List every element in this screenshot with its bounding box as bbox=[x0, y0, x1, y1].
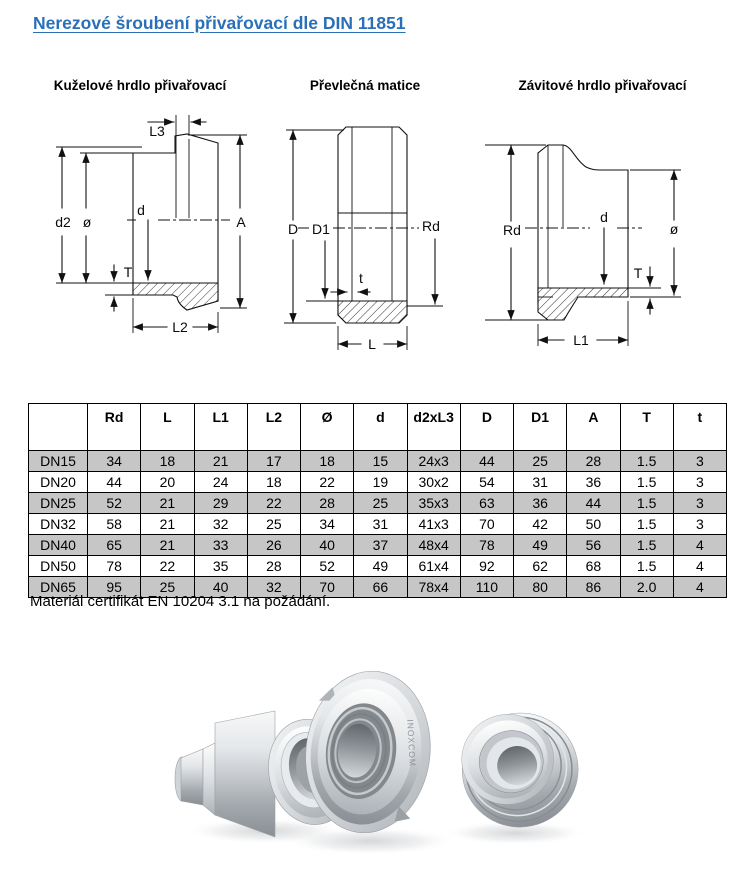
table-cell: 63 bbox=[460, 493, 513, 514]
dim-t bbox=[628, 265, 661, 314]
collar-edges bbox=[548, 145, 563, 301]
table-cell: 1.5 bbox=[620, 535, 673, 556]
table-cell: 21 bbox=[141, 535, 194, 556]
table-cell: 3 bbox=[673, 514, 726, 535]
table-cell: 3 bbox=[673, 493, 726, 514]
column-header: A bbox=[567, 404, 620, 451]
table-row-label: DN40 bbox=[29, 535, 88, 556]
column-header: L2 bbox=[247, 404, 300, 451]
table-row bbox=[29, 451, 727, 472]
table-row bbox=[29, 493, 727, 514]
table-cell: 42 bbox=[514, 514, 567, 535]
dim-t bbox=[114, 264, 133, 311]
table-cell: 15 bbox=[354, 451, 407, 472]
table-cell: 25 bbox=[247, 514, 300, 535]
column-header: D1 bbox=[514, 404, 567, 451]
table-cell: 58 bbox=[88, 514, 141, 535]
column-header: T bbox=[620, 404, 673, 451]
table-cell: 28 bbox=[247, 556, 300, 577]
table-cell: 110 bbox=[460, 577, 513, 598]
table-cell: 61x4 bbox=[407, 556, 460, 577]
column-header: Ø bbox=[301, 404, 354, 451]
dim-label-diameter: ø bbox=[669, 221, 679, 237]
table-cell: 35x3 bbox=[407, 493, 460, 514]
table-row-label: DN25 bbox=[29, 493, 88, 514]
table-cell: 31 bbox=[514, 472, 567, 493]
column-header: t bbox=[673, 404, 726, 451]
table-cell: 65 bbox=[88, 535, 141, 556]
dim-label-d: d bbox=[600, 209, 608, 225]
table-row bbox=[29, 472, 727, 493]
table-cell: 34 bbox=[301, 514, 354, 535]
table-cell: 32 bbox=[247, 577, 300, 598]
table-cell: 4 bbox=[673, 556, 726, 577]
table-cell: 68 bbox=[567, 556, 620, 577]
photo-threaded-liner bbox=[451, 701, 588, 838]
table-cell: 49 bbox=[354, 556, 407, 577]
page-title[interactable]: Nerezové šroubení přivařovací dle DIN 11851 bbox=[33, 13, 406, 33]
dim-label-t-small: t bbox=[359, 270, 363, 286]
dim-d bbox=[137, 202, 148, 280]
dim-rd bbox=[407, 218, 443, 306]
table-cell: 25 bbox=[514, 451, 567, 472]
table-cell: 25 bbox=[141, 577, 194, 598]
table-cell: 1.5 bbox=[620, 451, 673, 472]
table-cell: 41x3 bbox=[407, 514, 460, 535]
table-cell: 48x4 bbox=[407, 535, 460, 556]
table-cell: 35 bbox=[194, 556, 247, 577]
table-cell: 21 bbox=[141, 514, 194, 535]
table-cell: 4 bbox=[673, 577, 726, 598]
table-cell: 28 bbox=[301, 493, 354, 514]
dim-label-rd: Rd bbox=[503, 222, 521, 238]
dim-t-small bbox=[331, 270, 370, 292]
product-photo bbox=[135, 645, 625, 880]
table-cell: 18 bbox=[301, 451, 354, 472]
table-cell: 95 bbox=[88, 577, 141, 598]
table-cell: 1.5 bbox=[620, 514, 673, 535]
table-cell: 56 bbox=[567, 535, 620, 556]
table-body bbox=[29, 451, 727, 598]
table-cell: 4 bbox=[673, 535, 726, 556]
dim-label-diameter: ø bbox=[82, 214, 92, 230]
table-cell: 50 bbox=[567, 514, 620, 535]
dim-label-d: d bbox=[137, 202, 145, 218]
table-cell: 22 bbox=[141, 556, 194, 577]
drawing-threaded-liner bbox=[485, 145, 681, 348]
table-cell: 19 bbox=[354, 472, 407, 493]
drawing-conical-liner bbox=[55, 115, 247, 335]
table-cell: 3 bbox=[673, 472, 726, 493]
table-cell: 17 bbox=[247, 451, 300, 472]
dim-l bbox=[338, 326, 407, 352]
table-cell: 29 bbox=[194, 493, 247, 514]
dim-diameter bbox=[83, 153, 92, 283]
table-cell: 70 bbox=[301, 577, 354, 598]
outline bbox=[338, 127, 407, 323]
table-cell: 62 bbox=[514, 556, 567, 577]
dim-label-d1: D1 bbox=[312, 221, 330, 237]
table-cell: 26 bbox=[247, 535, 300, 556]
technical-drawings bbox=[30, 105, 730, 375]
table-cell: 86 bbox=[567, 577, 620, 598]
dim-label-t: T bbox=[633, 265, 643, 281]
column-header: D bbox=[460, 404, 513, 451]
table-cell: 80 bbox=[514, 577, 567, 598]
dim-label-t: T bbox=[123, 264, 133, 280]
table-cell: 32 bbox=[194, 514, 247, 535]
column-header: L bbox=[141, 404, 194, 451]
table-cell: 37 bbox=[354, 535, 407, 556]
table-cell: 52 bbox=[88, 493, 141, 514]
hatch-section bbox=[338, 301, 407, 323]
table-cell: 18 bbox=[141, 451, 194, 472]
table-cell: 36 bbox=[514, 493, 567, 514]
table-cell: 78 bbox=[460, 535, 513, 556]
cone-edges bbox=[176, 115, 189, 218]
dim-label-l: L bbox=[368, 336, 376, 352]
table-cell: 3 bbox=[673, 451, 726, 472]
table-cell: 1.5 bbox=[620, 556, 673, 577]
column-header: d2xL3 bbox=[407, 404, 460, 451]
table-cell: 52 bbox=[301, 556, 354, 577]
table-cell: 2.0 bbox=[620, 577, 673, 598]
table-cell: 33 bbox=[194, 535, 247, 556]
hatch-section bbox=[133, 283, 218, 310]
hatch-section bbox=[538, 288, 628, 320]
table-cell: 78 bbox=[88, 556, 141, 577]
table-cell: 44 bbox=[460, 451, 513, 472]
dim-label-l1: L1 bbox=[573, 332, 589, 348]
table-cell: 20 bbox=[141, 472, 194, 493]
table-row-label: DN15 bbox=[29, 451, 88, 472]
table-cell: 24 bbox=[194, 472, 247, 493]
table-cell: 1.5 bbox=[620, 493, 673, 514]
table-cell: 40 bbox=[301, 535, 354, 556]
dim-label-rd: Rd bbox=[422, 218, 440, 234]
column-header: Rd bbox=[88, 404, 141, 451]
table-cell: 31 bbox=[354, 514, 407, 535]
spec-table bbox=[28, 403, 727, 598]
column-header: L1 bbox=[194, 404, 247, 451]
table-cell: 40 bbox=[194, 577, 247, 598]
table-row-label: DN32 bbox=[29, 514, 88, 535]
table-cell: 22 bbox=[247, 493, 300, 514]
table-cell: 18 bbox=[247, 472, 300, 493]
table-cell: 30x2 bbox=[407, 472, 460, 493]
dim-label-l2: L2 bbox=[172, 319, 188, 335]
bore-edges bbox=[352, 127, 392, 301]
table-cell: 21 bbox=[194, 451, 247, 472]
table-cell: 24x3 bbox=[407, 451, 460, 472]
table-cell: 36 bbox=[567, 472, 620, 493]
dim-label-l3: L3 bbox=[149, 123, 165, 139]
table-cell: 28 bbox=[567, 451, 620, 472]
table-row-label: DN50 bbox=[29, 556, 88, 577]
table-cell: 49 bbox=[514, 535, 567, 556]
table-cell: 25 bbox=[354, 493, 407, 514]
table-row bbox=[29, 556, 727, 577]
column-header bbox=[29, 404, 88, 451]
caption-conical-liner: Kuželové hrdlo přivařovací bbox=[53, 78, 227, 93]
caption-threaded-liner: Závitové hrdlo přivařovací bbox=[518, 78, 687, 93]
outline bbox=[538, 145, 628, 288]
dim-d2 bbox=[55, 147, 71, 283]
table-cell: 66 bbox=[354, 577, 407, 598]
table-cell: 34 bbox=[88, 451, 141, 472]
dim-d bbox=[600, 209, 608, 284]
nut-engraving: INOXCOM bbox=[405, 719, 418, 768]
caption-union-nut: Převlečná matice bbox=[309, 78, 421, 93]
material-note: Materiál certifikát EN 10204 3.1 na požádání. bbox=[30, 593, 331, 610]
dim-d1 bbox=[306, 221, 338, 301]
column-header: d bbox=[354, 404, 407, 451]
table-row bbox=[29, 514, 727, 535]
table-cell: 44 bbox=[88, 472, 141, 493]
table-cell: 54 bbox=[460, 472, 513, 493]
dim-label-a: A bbox=[236, 214, 246, 230]
table-cell: 44 bbox=[567, 493, 620, 514]
table-cell: 22 bbox=[301, 472, 354, 493]
dim-label-d-cap: D bbox=[287, 221, 299, 237]
table-row-label: DN20 bbox=[29, 472, 88, 493]
table-row-label: DN65 bbox=[29, 577, 88, 598]
table-row bbox=[29, 535, 727, 556]
table-cell: 1.5 bbox=[620, 472, 673, 493]
drawing-union-nut bbox=[284, 127, 443, 352]
dim-label-d2: d2 bbox=[55, 214, 71, 230]
table-cell: 92 bbox=[460, 556, 513, 577]
table-cell: 21 bbox=[141, 493, 194, 514]
table-cell: 70 bbox=[460, 514, 513, 535]
table-header-row bbox=[29, 404, 727, 451]
table-cell: 78x4 bbox=[407, 577, 460, 598]
